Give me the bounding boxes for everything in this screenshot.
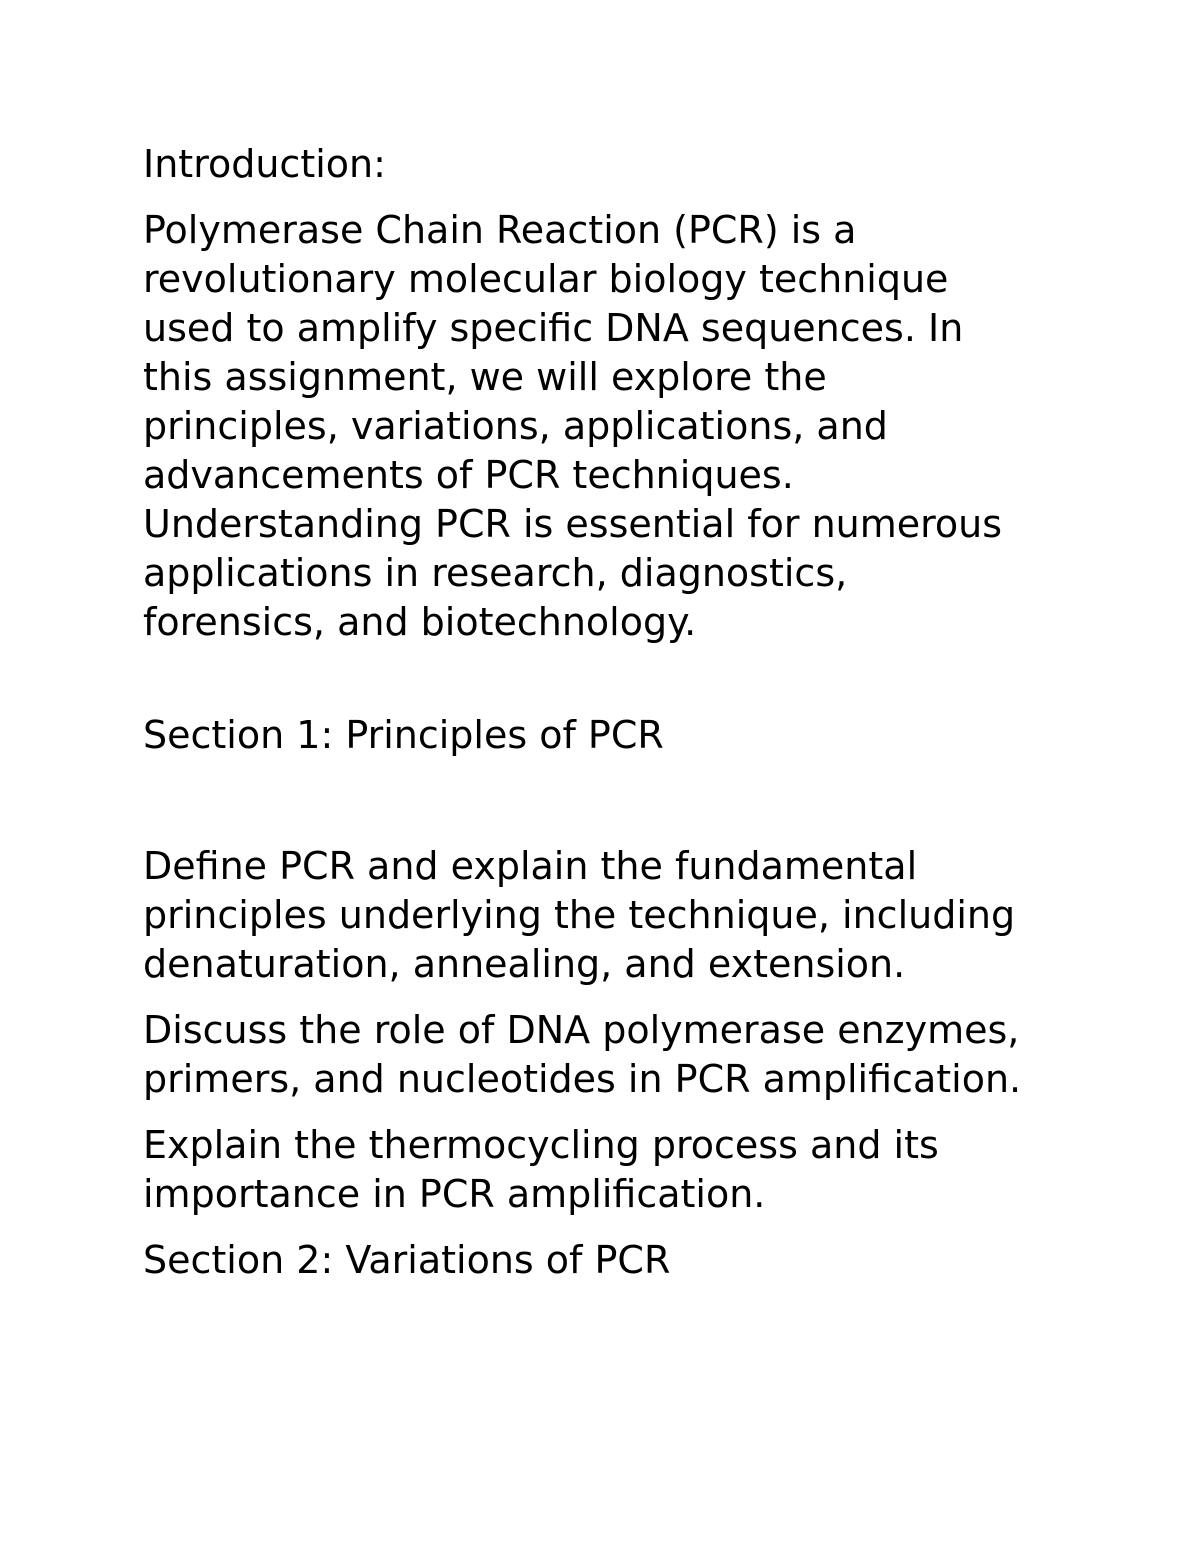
- introduction-heading: Introduction:: [143, 142, 386, 186]
- introduction-paragraph: Polymerase Chain Reaction (PCR) is a revolutionary molecular biology technique used to amplify specific DNA sequences. In this assignment, we will explore the principles, variations, applications, and advancements of PCR techniques. Understanding PCR is essential for numerous applications in research, diagnostics, forensics, and biotechnology.: [143, 208, 1003, 644]
- section-1-item-define: Define PCR and explain the fundamental principles underlying the technique, including denaturation, annealing, and extension.: [143, 844, 1016, 986]
- document-content: [143, 140, 1083, 1285]
- section-1-item-discuss: Discuss the role of DNA polymerase enzymes, primers, and nucleotides in PCR amplification.: [143, 1008, 1022, 1101]
- section-1-item-explain: Explain the thermocycling process and its importance in PCR amplification.: [143, 1123, 939, 1216]
- section-1-heading: Section 1: Principles of PCR: [143, 713, 664, 757]
- section-2-heading: Section 2: Variations of PCR: [143, 1238, 671, 1282]
